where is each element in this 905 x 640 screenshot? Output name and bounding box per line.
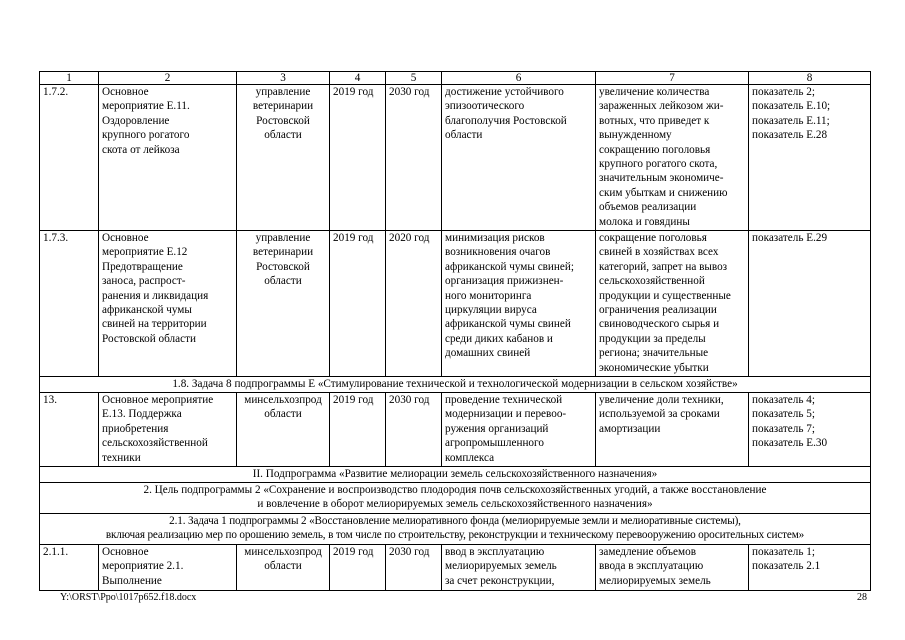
start-year: 2019 год [330, 545, 386, 591]
column-header: 4 [330, 72, 386, 85]
table-row [40, 85, 871, 231]
expected-result: ввод в эксплуатацию мелиорируемых земель за счет реконструкции, [442, 545, 596, 591]
measure-name: Основное мероприятие Е.12 Предотвращение заноса, распрост- ранения и ликвидация африканской чумы свиней на территории Ростовской области [99, 231, 237, 377]
start-year: 2019 год [330, 231, 386, 377]
executor: минсельхозпрод области [237, 545, 330, 591]
section-row [40, 377, 871, 393]
section-subprogram2-heading: II. Подпрограмма «Развитие мелиорации земель сельскохозяйственного назначения» [40, 467, 871, 483]
executor: управление ветеринарии Ростовской области [237, 85, 330, 231]
table-row [40, 393, 871, 467]
end-year: 2020 год [386, 231, 442, 377]
section-row [40, 467, 871, 483]
row-number: 1.7.2. [40, 85, 99, 231]
measure-name: Основное мероприятие Е.11. Оздоровление крупного рогатого скота от лейкоза [99, 85, 237, 231]
consequence: замедление объемов ввода в эксплуатацию мелиорируемых земель [596, 545, 749, 591]
measure-name: Основное мероприятие Е.13. Поддержка приобретения сельскохозяйственной техники [99, 393, 237, 467]
column-header: 6 [442, 72, 596, 85]
row-number: 2.1.1. [40, 545, 99, 591]
column-header: 8 [749, 72, 871, 85]
column-header: 5 [386, 72, 442, 85]
column-header: 2 [99, 72, 237, 85]
page-number: 28 [857, 592, 867, 603]
end-year: 2030 год [386, 85, 442, 231]
start-year: 2019 год [330, 85, 386, 231]
consequence: сокращение поголовья свиней в хозяйствах всех категорий, запрет на вывоз сельскохозяйственной продукции и существенные ограничения реализации свиноводческого сырья и продукции за пределы региона; значительные экономические убытки [596, 231, 749, 377]
column-header: 1 [40, 72, 99, 85]
indicators: показатель Е.29 [749, 231, 871, 377]
section-task8-heading: 1.8. Задача 8 подпрограммы Е «Стимулирование технической и технологической модернизации в сельском хозяйстве» [40, 377, 871, 393]
expected-result: достижение устойчивого эпизоотического благополучия Ростовской области [442, 85, 596, 231]
expected-result: минимизация рисков возникновения очагов африканской чумы свиней; организация прижизнен- ного мониторинга циркуляции вируса африканской чумы свиней среди диких кабанов и домашних свиней [442, 231, 596, 377]
row-number: 13. [40, 393, 99, 467]
end-year: 2030 год [386, 393, 442, 467]
indicators: показатель 4; показатель 5; показатель 7; показатель Е.30 [749, 393, 871, 467]
expected-result: проведение технической модернизации и перевоо- ружения организаций агропромышленного комплекса [442, 393, 596, 467]
column-header: 3 [237, 72, 330, 85]
section-row [40, 514, 871, 545]
executor: минсельхозпрод области [237, 393, 330, 467]
indicators: показатель 1; показатель 2.1 [749, 545, 871, 591]
consequence: увеличение доли техники, используемой за сроками амортизации [596, 393, 749, 467]
file-path-footer: Y:\ORST\Ppo\1017p652.f18.docx [60, 592, 197, 603]
section-row [40, 483, 871, 514]
start-year: 2019 год [330, 393, 386, 467]
executor: управление ветеринарии Ростовской области [237, 231, 330, 377]
program-table [39, 71, 871, 591]
end-year: 2030 год [386, 545, 442, 591]
column-header: 7 [596, 72, 749, 85]
consequence: увеличение количества зараженных лейкозом жи- вотных, что приведет к вынужденному сокращению поголовья крупного рогатого скота, значительным экономиче- ским убыткам и снижению объемов реализации молока и говядины [596, 85, 749, 231]
table-row [40, 545, 871, 591]
section-goal2-heading: 2. Цель подпрограммы 2 «Сохранение и воспроизводство плодородия почв сельскохозяйственных угодий, а также восстановление и вовлечение в оборот мелиорируемых земель сельскохозяйственного назначения» [40, 483, 871, 514]
indicators: показатель 2; показатель Е.10; показатель Е.11; показатель Е.28 [749, 85, 871, 231]
table-header-row [40, 72, 871, 85]
measure-name: Основное мероприятие 2.1. Выполнение [99, 545, 237, 591]
section-task21-heading: 2.1. Задача 1 подпрограммы 2 «Восстановление мелиоративного фонда (мелиорируемые земли и мелиоративные системы), включая реализацию мер по орошению земель, в том числе по строительству, реконструкции и техническому перевооружению оросительных систем» [40, 514, 871, 545]
table-row [40, 231, 871, 377]
row-number: 1.7.3. [40, 231, 99, 377]
